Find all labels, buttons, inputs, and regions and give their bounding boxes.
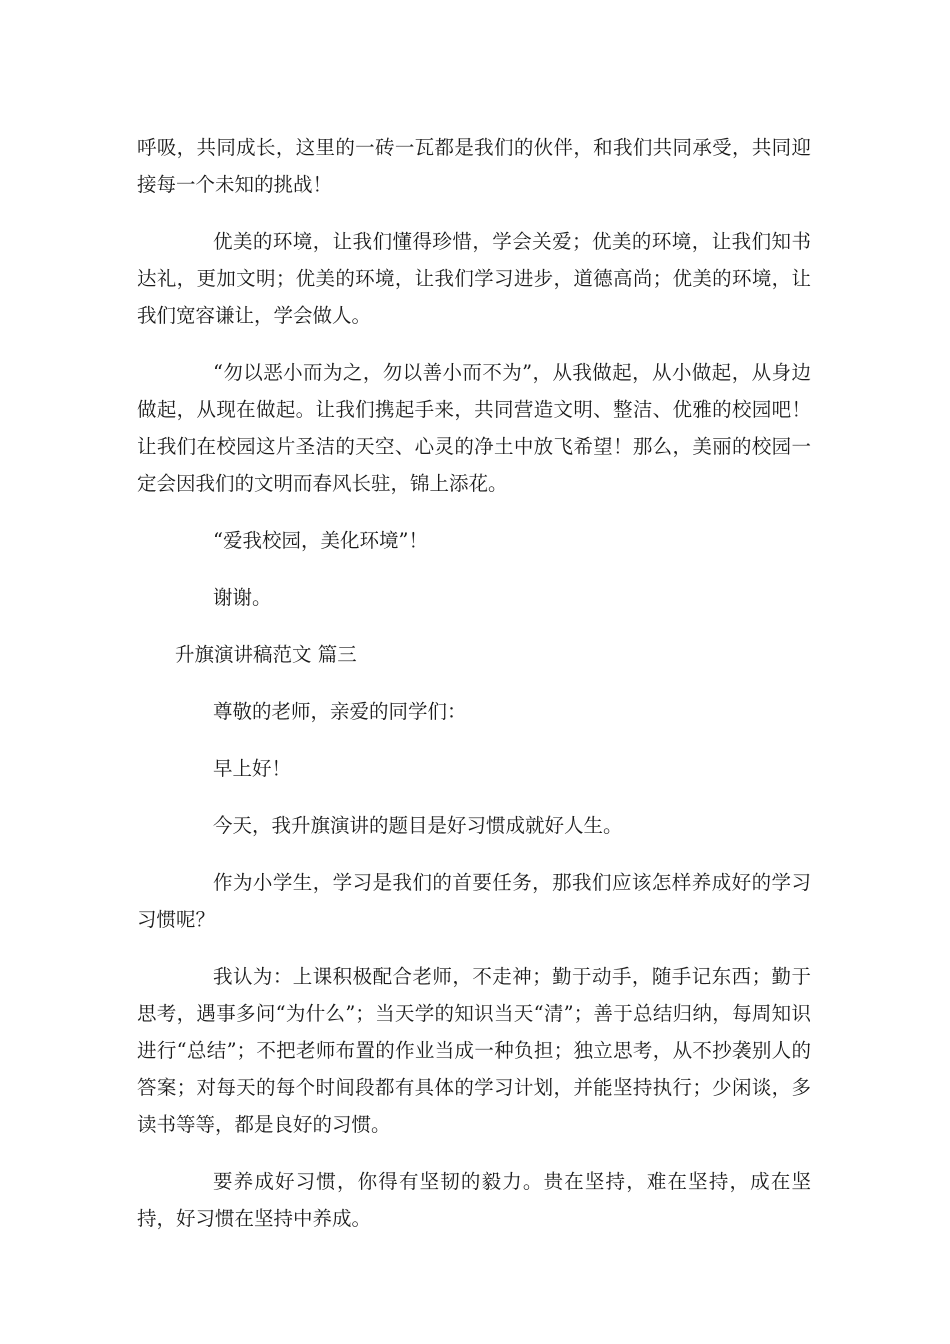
paragraph-environment: 优美的环境，让我们懂得珍惜，学会关爱；优美的环境，让我们知书达礼，更加文明；优美的环境，让我们学习进步，道德高尚；优美的环境，让我们宽容谦让，学会做人。 — [137, 230, 811, 327]
paragraph-proverb: “勿以恶小而为之，勿以善小而不为”，从我做起，从小做起，从身边做起，从现在做起。让我们携起手来，共同营造文明、整洁、优雅的校园吧！让我们在校园这片圣洁的天空、心灵的净土中放飞希望！那么，美丽的校园一定会因我们的文明而春风长驻，锦上添花。 — [137, 361, 811, 495]
section-heading: 升旗演讲稿范文 篇三 — [175, 643, 357, 666]
paragraph-question: 作为小学生，学习是我们的首要任务，那我们应该怎样养成好的学习习惯呢？ — [137, 871, 811, 931]
paragraph-habits: 我认为：上课积极配合老师，不走神；勤于动手，随手记东西；勤于思考，遇事多问“为什么”；当天学的知识当天“清”；善于总结归纳，每周知识进行“总结”；不把老师布置的作业当成一种负担；独立思考，从不抄袭别人的答案；对每天的每个时间段都有具体的学习计划，并能坚持执行；少闲谈，多读书等等，都是良好的习惯。 — [137, 965, 811, 1136]
paragraph-salutation: 尊敬的老师，亲爱的同学们： — [213, 700, 467, 723]
paragraph-continuation: 呼吸，共同成长，这里的一砖一瓦都是我们的伙伴，和我们共同承受，共同迎接每一个未知的挑战！ — [137, 136, 811, 196]
paragraph-slogan: “爱我校园，美化环境”！ — [213, 529, 428, 552]
document-page — [137, 129, 811, 1237]
paragraph-persistence: 要养成好习惯，你得有坚韧的毅力。贵在坚持，难在坚持，成在坚持，好习惯在坚持中养成。 — [137, 1170, 811, 1230]
paragraph-greeting: 早上好！ — [213, 757, 292, 780]
paragraph-topic: 今天，我升旗演讲的题目是好习惯成就好人生。 — [213, 814, 623, 837]
paragraph-thanks: 谢谢。 — [213, 586, 272, 609]
